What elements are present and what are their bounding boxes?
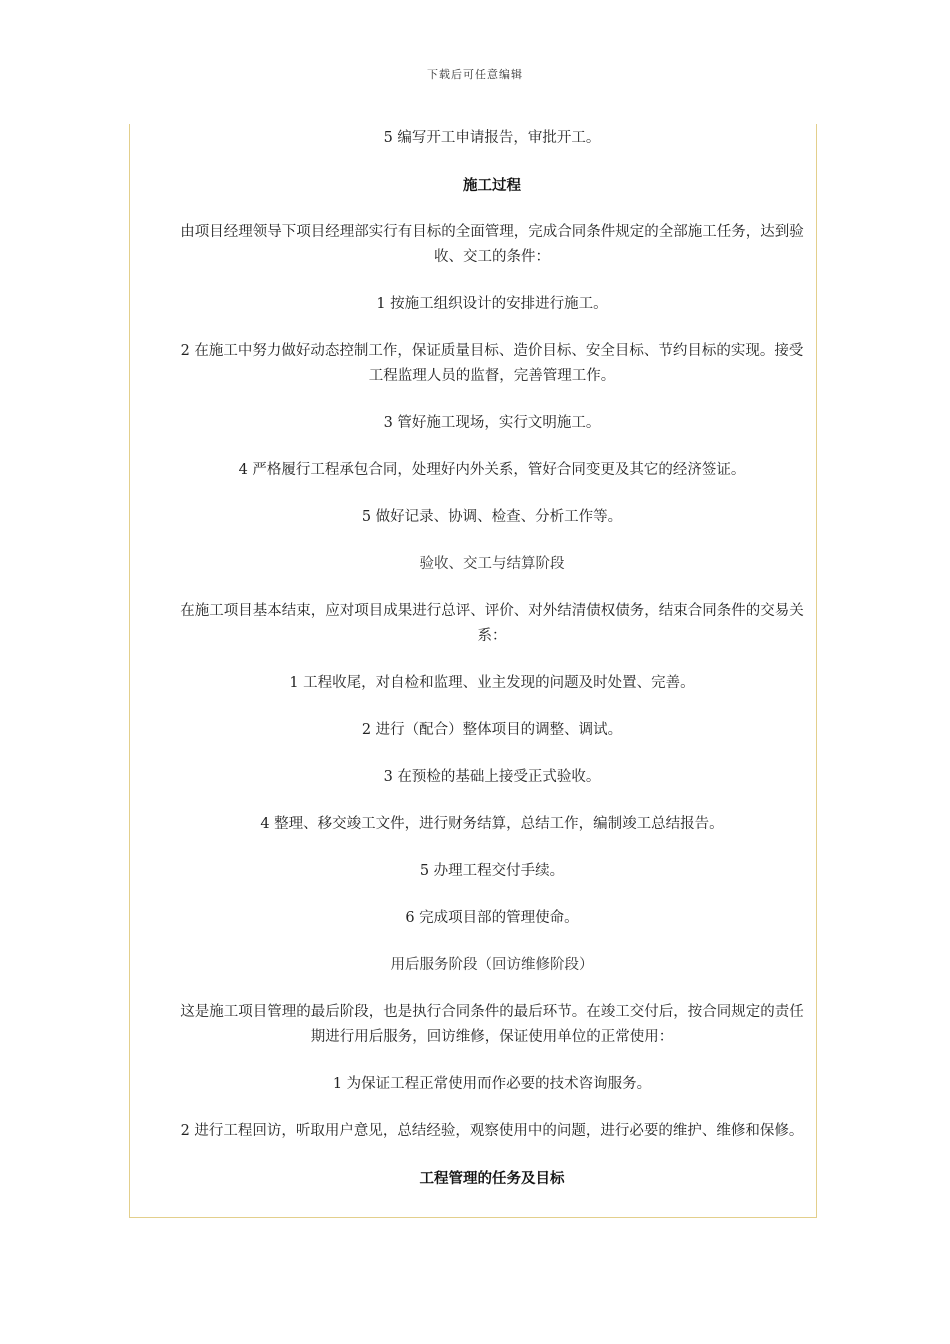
paragraph: 在施工项目基本结束，应对项目成果进行总评、评价、对外结清债权债务，结束合同条件的交易关系： [180, 603, 804, 644]
list-item: 2 进行（配合）整体项目的调整、调试。 [361, 722, 623, 738]
page-header-note: 下载后可任意编辑 [427, 68, 523, 81]
section-heading: 施工过程 [463, 177, 521, 194]
document-body [180, 126, 804, 1213]
list-item: 1 工程收尾，对自检和监理、业主发现的问题及时处置、完善。 [289, 675, 695, 691]
list-item: 4 严格履行工程承包合同，处理好内外关系，管好合同变更及其它的经济签证。 [238, 462, 746, 478]
list-item: 1 按施工组织设计的安排进行施工。 [376, 296, 608, 312]
section-heading: 工程管理的任务及目标 [419, 1170, 565, 1187]
section-subheading: 验收、交工与结算阶段 [419, 556, 565, 572]
paragraph: 由项目经理领导下项目经理部实行有目标的全面管理，完成合同条件规定的全部施工任务，达到验收、交工的条件： [180, 224, 804, 265]
list-item: 3 管好施工现场，实行文明施工。 [383, 415, 601, 431]
section-subheading: 用后服务阶段（回访维修阶段） [390, 957, 594, 973]
list-item: 6 完成项目部的管理使命。 [405, 910, 579, 926]
list-item: 5 编写开工申请报告，审批开工。 [383, 130, 601, 146]
list-item: 4 整理、移交竣工文件，进行财务结算，总结工作，编制竣工总结报告。 [260, 816, 724, 832]
list-item: 5 办理工程交付手续。 [419, 863, 565, 879]
list-item: 2 进行工程回访，听取用户意见，总结经验，观察使用中的问题，进行必要的维护、维修和保修。 [180, 1123, 804, 1139]
list-item: 2 在施工中努力做好动态控制工作，保证质量目标、造价目标、安全目标、节约目标的实现。接受工程监理人员的监督，完善管理工作。 [180, 343, 804, 384]
list-item: 5 做好记录、协调、检查、分析工作等。 [361, 509, 623, 525]
list-item: 1 为保证工程正常使用而作必要的技术咨询服务。 [332, 1076, 652, 1092]
list-item: 3 在预检的基础上接受正式验收。 [383, 769, 601, 785]
paragraph: 这是施工项目管理的最后阶段，也是执行合同条件的最后环节。在竣工交付后，按合同规定的责任期进行用后服务，回访维修，保证使用单位的正常使用： [180, 1004, 804, 1045]
